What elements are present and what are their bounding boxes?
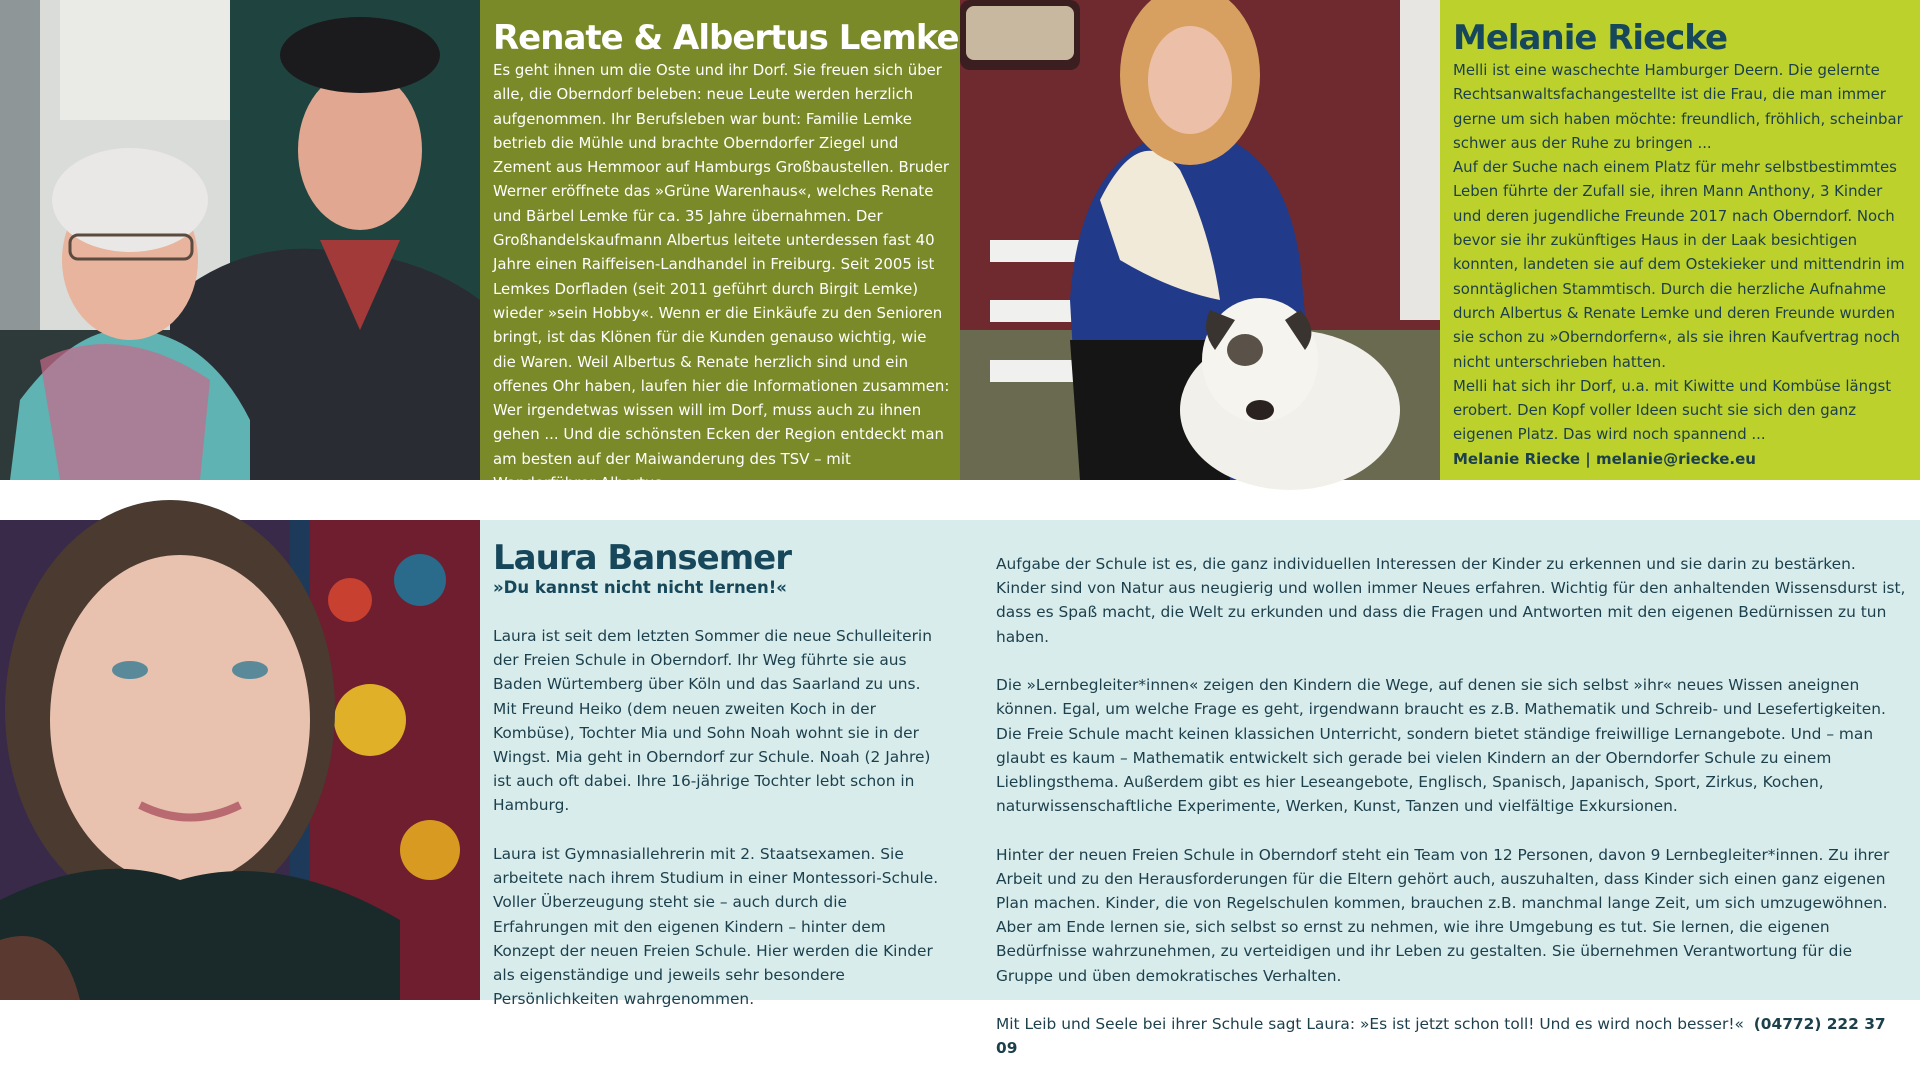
riecke-body-2: Auf der Suche nach einem Platz für mehr selbstbestimmtes Leben führte der Zufall sie, ihren Mann Anthony, 3 Kinder und deren jugendliche Freunde 2017 nach Oberndorf. Noch bevor sie ihr zukünftiges Haus in der Laak besichtigen konnten, landeten sie auf dem Ostekieker und mittendrin im sonntäglichen Stammtisch. Durch die herzliche Aufnahme durch Albertus & Renate Lemke und deren Freunde wurden sie schon zu »Oberndorfern«, als sie ihren Kaufvertrag noch nicht unterschrieben hatten. xyxy=(1453,158,1905,371)
bansemer-column-left xyxy=(493,624,943,1036)
riecke-body-1: Melli ist eine waschechte Hamburger Deern. Die gelernte Rechtsanwaltsfachangestellte ist die Frau, die man immer gerne um sich haben möchte: freundlich, fröhlich, scheinbar schwer aus der Ruhe zu bringen ... xyxy=(1453,61,1903,152)
lemke-title: Renate & Albertus Lemke xyxy=(493,18,959,58)
riecke-photo xyxy=(960,0,1440,480)
bansemer-closing xyxy=(996,1012,1906,1060)
lemke-body: Es geht ihnen um die Oste und ihr Dorf. Sie freuen sich über alle, die Oberndorf beleben: neue Leute werden herzlich aufgenommen. Ihr Berufsleben war bunt: Familie Lemke betrieb die Mühle und brachte Oberndorfer Ziegel und Zement aus Hemmoor auf Hamburgs Großbaustellen. Bruder Werner eröffnete das »Grüne Warenhaus«, welches Renate und Bärbel Lemke für ca. 35 Jahre übernahmen. Der Großhandelskaufmann Albertus leitete unterdessen fast 40 Jahre einen Raiffeisen-Landhandel in Freiburg. Seit 2005 ist Lemkes Dorfladen (seit 2011 geführt durch Birgit Lemke) wieder »sein Hobby«. Wenn er die Einkäufe zu den Senioren bringt, ist das Klönen für die Kunden genauso wichtig, wie die Waren. Weil Albertus & Renate herzlich sind und ein offenes Ohr haben, laufen hier die Informationen zusammen: Wer irgendetwas wissen will im Dorf, muss auch zu ihnen gehen ... Und die schönsten Ecken der Region entdeckt man am besten auf der Maiwanderung des TSV – mit Wanderführer Albertus. xyxy=(493,61,950,493)
riecke-title: Melanie Riecke xyxy=(1453,18,1728,58)
bansemer-column-right xyxy=(996,552,1906,1085)
bansemer-phone: (04772) 222 37 09 xyxy=(996,1015,1886,1058)
riecke-panel xyxy=(1440,0,1920,480)
riecke-body-3: Melli hat sich ihr Dorf, u.a. mit Kiwitte und Kombüse längst erobert. Den Kopf voller Ideen sucht sie sich den ganz eigenen Platz. Das wird noch spannend ... xyxy=(1453,376,1892,444)
bansemer-paragraph: Hinter der neuen Freien Schule in Oberndorf steht ein Team von 12 Personen, davon 9 Lernbegleiter*innen. Zu ihrer Arbeit und zu den Herausforderungen für die Eltern gehört auch, auszuhalten, dass Kinder sich einen ganz eigenen Plan machen. Kinder, die von Regelschulen kommen, brauchen z.B. manchmal lange Zeit, um sich umzugewöhnen. Aber am Ende lernen sie, sich selbst so ernst zu nehmen, wie ihre Umgebung es tut. Sie lernen, die eigenen Bedürfnisse wahrzunehmen, zu verteidigen und ihr Leben zu gestalten. Sie übernehmen Verantwortung für die Gruppe und üben demokratisches Verhalten. xyxy=(996,845,1890,985)
bansemer-subtitle: »Du kannst nicht nicht lernen!« xyxy=(493,578,787,597)
lemke-panel xyxy=(480,0,960,493)
bansemer-panel xyxy=(480,520,1920,1058)
lemke-photo xyxy=(0,0,480,480)
bansemer-title: Laura Bansemer xyxy=(493,538,791,578)
riecke-contact: Melanie Riecke | melanie@riecke.eu xyxy=(1453,449,1756,468)
bansemer-quote: Mit Leib und Seele bei ihrer Schule sagt Laura: »Es ist jetzt schon toll! Und es wird noch besser!« xyxy=(996,1015,1744,1034)
bansemer-paragraph: Laura ist Gymnasiallehrerin mit 2. Staatsexamen. Sie arbeitete nach ihrem Studium in einer Montessori-Schule. Voller Überzeugung steht sie – auch durch die Erfahrungen mit den eigenen Kindern – hinter dem Konzept der neuen Freien Schule. Hier werden die Kinder als eigenständige und jeweils sehr besondere Persönlichkeiten wahrgenommen. xyxy=(493,844,939,1009)
bansemer-photo xyxy=(0,520,480,1000)
bansemer-paragraph: Die »Lernbegleiter*innen« zeigen den Kindern die Wege, auf denen sie sich selbst »ihr« neues Wissen aneignen können. Egal, um welche Frage es geht, irgendwann braucht es z.B. Mathematik und Schreib- und Lesefertigkeiten. Die Freie Schule macht keinen klassichen Unterricht, sondern bietet ständige freiwillige Lernangebote. Und – man glaubt es kaum – Mathematik entwickelt sich gerade bei vielen Kindern an der Oberndorfer Schule zu einem Lieblingsthema. Außerdem gibt es hier Leseangebote, Englisch, Spanisch, Japanisch, Sport, Zirkus, Kochen, naturwissenschaftliche Experimente, Werken, Kunst, Tanzen und vielfältige Exkursionen. xyxy=(996,676,1886,816)
bansemer-paragraph: Aufgabe der Schule ist es, die ganz individuellen Interessen der Kinder zu erkennen und sie darin zu bestärken. Kinder sind von Natur aus neugierig und wollen immer Neues erfahren. Wichtig für den anhaltenden Wissensdurst ist, dass es Spaß macht, die Welt zu erkunden und dass die Fragen und Antworten mit den eigenen Bedürnissen zu tun haben. xyxy=(996,555,1906,646)
bansemer-paragraph: Laura ist seit dem letzten Sommer die neue Schulleiterin der Freien Schule in Oberndorf. Ihr Weg führte sie aus Baden Würtemberg über Köln und das Saarland zu uns. Mit Freund Heiko (dem neuen zweiten Koch in der Kombüse), Tochter Mia und Sohn Noah wohnt sie in der Wingst. Mia geht in Oberndorf zur Schule. Noah (2 Jahre) ist auch oft dabei. Ihre 16-jährige Tochter lebt schon in Hamburg. xyxy=(493,627,932,815)
